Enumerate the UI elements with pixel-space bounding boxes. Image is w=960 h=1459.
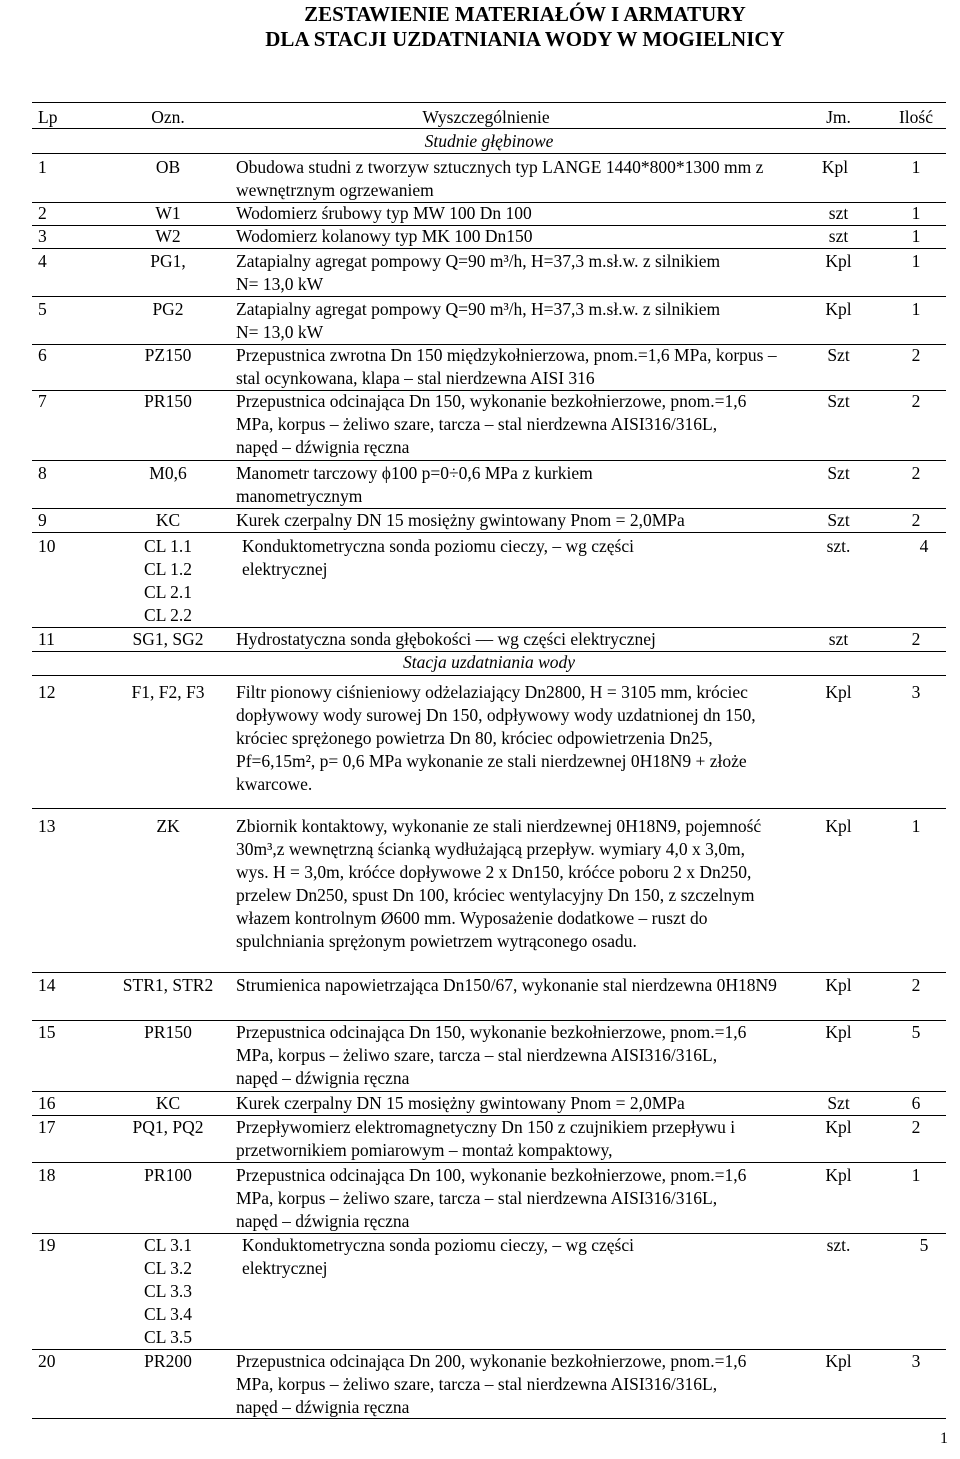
row-divider bbox=[32, 972, 946, 973]
row-ozn: KC bbox=[155, 1093, 181, 1113]
row-ilosc: 3 bbox=[911, 1351, 921, 1371]
row-ilosc: 5 bbox=[911, 1022, 921, 1042]
row-jm: Szt bbox=[827, 1093, 850, 1113]
row-lp: 15 bbox=[38, 1022, 56, 1042]
row-ilosc: 1 bbox=[911, 816, 921, 836]
table-top-border bbox=[32, 102, 946, 103]
row-description: Obudowa studni z tworzyw sztucznych typ LANGE 1440*800*1300 mm z wewnętrznym ogrzewaniem bbox=[236, 157, 764, 200]
row-lp: 18 bbox=[38, 1165, 56, 1185]
row-lp: 1 bbox=[38, 157, 47, 177]
row-jm: Kpl bbox=[825, 1351, 852, 1371]
row-description: Przepustnica odcinająca Dn 200, wykonanie bezkołnierzowe, pnom.=1,6 MPa, korpus – żeliwo szare, tarcza – stal nierdzewna AISI316/316L, napęd – dźwignia ręczna bbox=[236, 1351, 747, 1417]
row-ilosc: 4 bbox=[919, 536, 929, 556]
row-ilosc: 2 bbox=[911, 463, 921, 483]
row-ozn: PR100 bbox=[144, 1165, 192, 1185]
header-ozn: Ozn. bbox=[151, 107, 185, 127]
row-divider bbox=[32, 460, 946, 461]
row-description: Strumienica napowietrzająca Dn150/67, wykonanie stal nierdzewna 0H18N9 bbox=[236, 975, 777, 995]
row-ozn: ZK bbox=[156, 816, 180, 836]
row-description: Konduktometryczna sonda poziomu cieczy, – wg części elektrycznej bbox=[242, 1235, 634, 1278]
row-divider bbox=[32, 248, 946, 249]
row-ozn: F1, F2, F3 bbox=[131, 682, 205, 702]
row-description: Przepustnica zwrotna Dn 150 międzykołnierzowa, pnom.=1,6 MPa, korpus – stal ocynkowana, klapa – stal nierdzewna AISI 316 bbox=[236, 345, 777, 388]
row-description: Przepustnica odcinająca Dn 150, wykonanie bezkołnierzowe, pnom.=1,6 MPa, korpus – żeliwo szare, tarcza – stal nierdzewna AISI316/316L, napęd – dźwignia ręczna bbox=[236, 391, 747, 457]
row-description: Przepływomierz elektromagnetyczny Dn 150 z czujnikiem przepływu i przetwornikiem pomiarowym – montaż kompaktowy, bbox=[236, 1117, 736, 1160]
row-lp: 6 bbox=[38, 345, 47, 365]
row-ozn: PG1, bbox=[150, 251, 186, 271]
row-lp: 10 bbox=[38, 536, 56, 556]
row-lp: 13 bbox=[38, 816, 56, 836]
row-jm: Kpl bbox=[825, 1165, 852, 1185]
row-description: Przepustnica odcinająca Dn 150, wykonanie bezkołnierzowe, pnom.=1,6 MPa, korpus – żeliwo szare, tarcza – stal nierdzewna AISI316/316L, napęd – dźwignia ręczna bbox=[236, 1022, 747, 1088]
row-lp: 7 bbox=[38, 391, 47, 411]
row-divider bbox=[32, 153, 946, 154]
row-ilosc: 1 bbox=[911, 1165, 921, 1185]
row-jm: Kpl bbox=[825, 251, 852, 271]
row-ozn: W2 bbox=[155, 226, 181, 246]
section-studnie: Studnie głębinowe bbox=[424, 131, 554, 151]
row-ilosc: 1 bbox=[911, 203, 921, 223]
row-jm: Kpl bbox=[821, 157, 849, 177]
row-jm: Kpl bbox=[825, 1022, 852, 1042]
row-ilosc: 5 bbox=[919, 1235, 929, 1255]
row-jm: Kpl bbox=[825, 975, 852, 995]
row-description: Konduktometryczna sonda poziomu cieczy, – wg części elektrycznej bbox=[242, 536, 634, 579]
row-description: Manometr tarczowy ϕ100 p=0÷0,6 MPa z kurkiem manometrycznym bbox=[236, 463, 593, 506]
row-ilosc: 6 bbox=[911, 1093, 921, 1113]
row-description: Hydrostatyczna sonda głębokości –– wg części elektrycznej bbox=[236, 629, 656, 649]
header-ilosc: Ilość bbox=[898, 107, 934, 127]
row-lp: 11 bbox=[38, 629, 55, 649]
row-ilosc: 2 bbox=[911, 629, 921, 649]
row-ozn: SG1, SG2 bbox=[132, 629, 204, 649]
row-ozn: PR150 bbox=[144, 1022, 192, 1042]
row-divider bbox=[32, 128, 946, 129]
row-ilosc: 3 bbox=[911, 682, 921, 702]
row-ozn: CL 3.1 CL 3.2 CL 3.3 CL 3.4 CL 3.5 bbox=[144, 1235, 192, 1347]
row-jm: szt. bbox=[826, 536, 851, 556]
row-jm: szt bbox=[828, 226, 849, 246]
header-jm: Jm. bbox=[826, 107, 851, 127]
row-ilosc: 2 bbox=[911, 975, 921, 995]
row-ilosc: 2 bbox=[911, 391, 921, 411]
row-ozn: KC bbox=[155, 510, 181, 530]
row-ilosc: 1 bbox=[911, 299, 921, 319]
row-description: Kurek czerpalny DN 15 mosiężny gwintowany Pnom = 2,0MPa bbox=[236, 1093, 685, 1113]
row-description: Zatapialny agregat pompowy Q=90 m³/h, H=37,3 m.sł.w. z silnikiem N= 13,0 kW bbox=[236, 251, 721, 294]
row-ilosc: 1 bbox=[911, 157, 921, 177]
row-ozn: PQ1, PQ2 bbox=[132, 1117, 204, 1137]
row-lp: 19 bbox=[38, 1235, 56, 1255]
document-title-line2: DLA STACJI UZDATNIANIA WODY W MOGIELNICY bbox=[265, 27, 785, 51]
row-divider bbox=[32, 1162, 946, 1163]
row-ozn: CL 1.1 CL 1.2 CL 2.1 CL 2.2 bbox=[144, 536, 192, 625]
row-ilosc: 1 bbox=[911, 226, 921, 246]
row-ozn: PR200 bbox=[144, 1351, 192, 1371]
document-title-line1: ZESTAWIENIE MATERIAŁÓW I ARMATURY bbox=[304, 2, 746, 26]
row-lp: 20 bbox=[38, 1351, 56, 1371]
row-divider bbox=[32, 296, 946, 297]
row-jm: Szt bbox=[827, 463, 850, 483]
row-ilosc: 2 bbox=[911, 510, 921, 530]
row-lp: 16 bbox=[38, 1093, 56, 1113]
header-description: Wyszczególnienie bbox=[422, 107, 550, 127]
row-description: Kurek czerpalny DN 15 mosiężny gwintowany Pnom = 2,0MPa bbox=[236, 510, 685, 530]
row-ozn: PZ150 bbox=[144, 345, 192, 365]
row-jm: Kpl bbox=[825, 816, 852, 836]
row-jm: szt bbox=[828, 203, 849, 223]
table-bottom-border bbox=[32, 1418, 946, 1419]
row-description: Zbiornik kontaktowy, wykonanie ze stali nierdzewnej 0H18N9, pojemność 30m³,z wewnętrzną ścianką wydłużającą przepływ. wymiary 4,0 x 3,0m, wys. H = 3,0m, króćce dopływowe 2 x Dn150, króćce poboru 2 x Dn250, przelew Dn250, spust Dn 100, króciec wentylacyjny Dn 150, z szczelnym włazem kontrolnym Ø600 mm. Wyposażenie dodatkowe – ruszt do spulchniania sprężonym powietrzem wytrąconego osadu. bbox=[236, 816, 762, 951]
row-lp: 4 bbox=[38, 251, 47, 271]
row-jm: Kpl bbox=[825, 299, 852, 319]
row-ozn: W1 bbox=[155, 203, 181, 223]
row-jm: Kpl bbox=[825, 682, 852, 702]
row-ilosc: 2 bbox=[911, 345, 921, 365]
row-jm: szt bbox=[828, 629, 849, 649]
row-description: Wodomierz śrubowy typ MW 100 Dn 100 bbox=[236, 203, 532, 223]
row-description: Filtr pionowy ciśnieniowy odżelaziający Dn2800, H = 3105 mm, króciec dopływowy wody surowej Dn 150, odpływowy wody uzdatnionej dn 150, króciec sprężonego powietrza Dn 80, króciec odpowietrzenia Dn25, Pf=6,15m², p= 0,6 MPa wykonanie ze stali nierdzewnej 0H18N9 + złoże kwarcowe. bbox=[236, 682, 756, 794]
row-divider bbox=[32, 808, 946, 809]
row-description: Przepustnica odcinająca Dn 100, wykonanie bezkołnierzowe, pnom.=1,6 MPa, korpus – żeliwo szare, tarcza – stal nierdzewna AISI316/316L, napęd – dźwignia ręczna bbox=[236, 1165, 747, 1231]
row-ilosc: 2 bbox=[911, 1117, 921, 1137]
row-lp: 17 bbox=[38, 1117, 56, 1137]
row-ozn: PG2 bbox=[152, 299, 184, 319]
row-divider bbox=[32, 532, 946, 533]
row-lp: 3 bbox=[38, 226, 47, 246]
row-jm: Szt bbox=[827, 391, 850, 411]
row-lp: 5 bbox=[38, 299, 47, 319]
section-stacja: Stacja uzdatniania wody bbox=[402, 652, 576, 672]
row-jm: Szt bbox=[827, 345, 850, 365]
row-jm: Szt bbox=[827, 510, 850, 530]
row-jm: Kpl bbox=[825, 1117, 852, 1137]
row-lp: 9 bbox=[38, 510, 47, 530]
row-ilosc: 1 bbox=[911, 251, 921, 271]
row-ozn: OB bbox=[155, 157, 181, 177]
row-lp: 2 bbox=[38, 203, 47, 223]
row-description: Zatapialny agregat pompowy Q=90 m³/h, H=37,3 m.sł.w. z silnikiem N= 13,0 kW bbox=[236, 299, 721, 342]
row-lp: 8 bbox=[38, 463, 47, 483]
row-divider bbox=[32, 675, 946, 676]
row-ozn: PR150 bbox=[144, 391, 192, 411]
row-jm: szt. bbox=[826, 1235, 851, 1255]
row-ozn: STR1, STR2 bbox=[122, 975, 214, 995]
row-lp: 12 bbox=[38, 682, 56, 702]
page-number: 1 bbox=[940, 1430, 948, 1447]
row-description: Wodomierz kolanowy typ MK 100 Dn150 bbox=[236, 226, 533, 246]
row-lp: 14 bbox=[38, 975, 56, 995]
row-ozn: M0,6 bbox=[149, 463, 187, 483]
header-lp: Lp bbox=[38, 107, 58, 127]
